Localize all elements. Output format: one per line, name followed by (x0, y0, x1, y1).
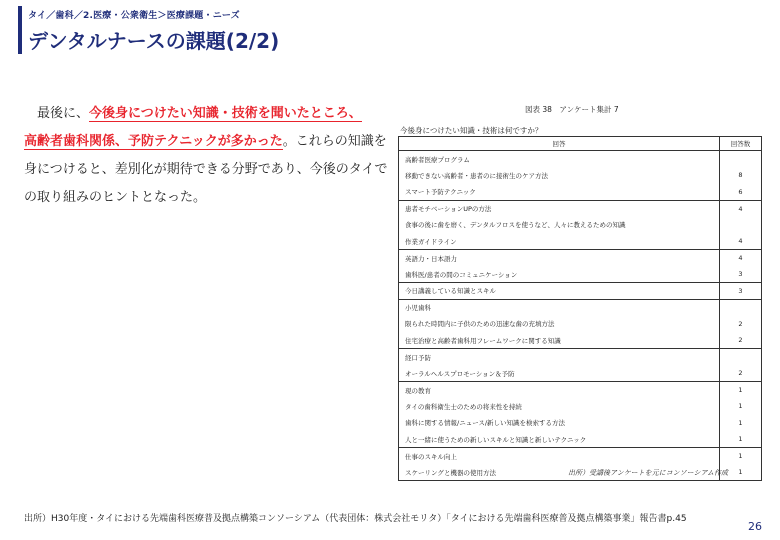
column-header-answer: 回答 (399, 137, 720, 151)
answer-cell: 歯科医/患者の間のコミュニケーション (399, 266, 720, 283)
answer-cell: オーラルヘルスプロモーション＆予防 (399, 365, 720, 382)
table-row (399, 283, 762, 300)
count-cell: 1 (720, 464, 762, 481)
answer-cell: 高齢者医療プログラム (399, 151, 720, 168)
count-cell: 1 (720, 398, 762, 415)
count-cell: 3 (720, 266, 762, 283)
count-cell: 1 (720, 448, 762, 465)
count-cell: 1 (720, 431, 762, 448)
table-row (399, 266, 762, 283)
title-accent-bar (18, 6, 22, 54)
body-highlight-1: 今後身につけたい知識・技術を聞いたところ、 (89, 106, 362, 121)
answer-cell: 今日講義している知識とスキル (399, 283, 720, 300)
count-cell: 3 (720, 283, 762, 300)
table-row (399, 431, 762, 448)
body-lead: 最後に、 (37, 106, 90, 121)
table-row (399, 448, 762, 465)
answer-cell: 小児歯科 (399, 299, 720, 316)
figure-title: 図表 38 アンケート集計 7 (525, 105, 619, 114)
table-row (399, 151, 762, 168)
table-row (399, 382, 762, 399)
survey-question: 今後身につけたい知識・技術は何ですか？ (400, 126, 543, 135)
table-source-note: 出所）受講後アンケートを元にコンソーシアム作成 (568, 469, 728, 477)
table-row (399, 365, 762, 382)
answer-cell: 英語力・日本語力 (399, 250, 720, 267)
answer-cell: スケーリングと機器の使用方法 (399, 464, 720, 481)
count-cell: 2 (720, 332, 762, 349)
count-cell: 4 (720, 200, 762, 217)
table-row (399, 316, 762, 333)
body-rest: 。これらの知識を身につけると、差別化が期待できる分野であり、今後のタイでの取り組みのヒントとなった。 (24, 134, 388, 205)
answer-cell: 住宅治療と高齢者歯科用フレームワークに関する知識 (399, 332, 720, 349)
answer-cell: 食事の後に歯を磨く、デンタルフロスを使うなど、人々に教えるための知識 (399, 217, 720, 234)
count-cell: 6 (720, 184, 762, 201)
answer-cell: 限られた時間内に子供のための迅速な歯の充填方法 (399, 316, 720, 333)
table-header-row (399, 137, 762, 151)
breadcrumb: タイ／歯科／2.医療・公衆衛生＞医療課題・ニーズ (28, 11, 240, 21)
answer-cell: タイの歯科衛生士のための将来性を持続 (399, 398, 720, 415)
table-row (399, 299, 762, 316)
survey-table (398, 136, 762, 481)
count-cell: 1 (720, 382, 762, 399)
count-cell: 1 (720, 415, 762, 432)
answer-cell: 現の教育 (399, 382, 720, 399)
count-cell (720, 217, 762, 234)
answer-cell: 仕事のスキル向上 (399, 448, 720, 465)
table-row (399, 415, 762, 432)
count-cell: 8 (720, 167, 762, 184)
answer-cell: 歯科に関する情報/ニュース/新しい知識を検索する方法 (399, 415, 720, 432)
count-cell: 2 (720, 365, 762, 382)
table-row (399, 217, 762, 234)
footer-source-note: 出所）H30年度・タイにおける先端歯科医療普及拠点構築コンソーシアム（代表団体：株式会社モリタ）「タイにおける先端歯科医療普及拠点構築事業」報告書p.45 (24, 514, 687, 524)
column-header-count: 回答数 (720, 137, 762, 151)
answer-cell: 人と一緒に使うための新しいスキルと知識と新しいテクニック (399, 431, 720, 448)
answer-cell: 経口予防 (399, 349, 720, 366)
count-cell: 4 (720, 233, 762, 250)
body-highlight-2: 高齢者歯科関係、予防テクニックが多かった (24, 134, 283, 149)
count-cell: 4 (720, 250, 762, 267)
page-number: 26 (748, 520, 762, 533)
answer-cell: 移動できない高齢者・患者のに接術生のケア方法 (399, 167, 720, 184)
table-row (399, 398, 762, 415)
answer-cell: 作業ガイドライン (399, 233, 720, 250)
count-cell (720, 299, 762, 316)
table-row (399, 167, 762, 184)
count-cell (720, 151, 762, 168)
body-paragraph (24, 100, 394, 212)
count-cell (720, 349, 762, 366)
answer-cell: スマート予防テクニック (399, 184, 720, 201)
table-row (399, 233, 762, 250)
table-row (399, 184, 762, 201)
table-row (399, 250, 762, 267)
table-row (399, 200, 762, 217)
page-title: デンタルナースの課題(2/2) (28, 29, 280, 53)
answer-cell: 患者モチベーションUPの方法 (399, 200, 720, 217)
table-row (399, 349, 762, 366)
table-row (399, 332, 762, 349)
survey-table-body (399, 151, 762, 481)
count-cell: 2 (720, 316, 762, 333)
